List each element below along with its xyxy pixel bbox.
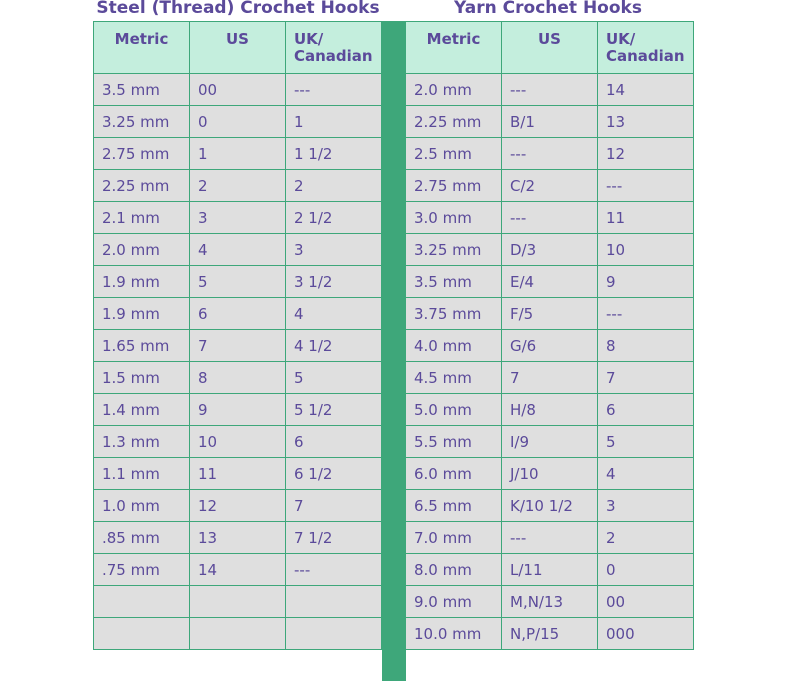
steel-cell-metric: 1.0 mm (94, 490, 190, 522)
yarn-cell-us: B/1 (502, 106, 598, 138)
yarn-cell-metric: 5.5 mm (406, 426, 502, 458)
yarn-cell-us: --- (502, 74, 598, 106)
steel-cell-metric: 1.3 mm (94, 426, 190, 458)
yarn-cell-us: 7 (502, 362, 598, 394)
steel-cell-us (190, 618, 286, 650)
steel-cell-us: 12 (190, 490, 286, 522)
steel-cell-uk: 6 1/2 (286, 458, 382, 490)
yarn-header-metric: Metric (406, 22, 502, 74)
steel-cell-metric: 2.25 mm (94, 170, 190, 202)
steel-cell-metric: 2.0 mm (94, 234, 190, 266)
table-row (94, 170, 382, 202)
table-row (406, 106, 694, 138)
steel-cell-us: 14 (190, 554, 286, 586)
yarn-cell-uk: 10 (598, 234, 694, 266)
yarn-header-row (406, 22, 694, 74)
table-row (406, 426, 694, 458)
steel-cell-metric: 1.4 mm (94, 394, 190, 426)
steel-cell-uk: 6 (286, 426, 382, 458)
table-row (94, 138, 382, 170)
yarn-cell-uk: 8 (598, 330, 694, 362)
yarn-cell-us: G/6 (502, 330, 598, 362)
table-row (94, 618, 382, 650)
yarn-cell-uk: 0 (598, 554, 694, 586)
yarn-cell-metric: 3.25 mm (406, 234, 502, 266)
steel-cell-uk: --- (286, 554, 382, 586)
table-row (94, 202, 382, 234)
yarn-cell-us: --- (502, 138, 598, 170)
steel-cell-us: 10 (190, 426, 286, 458)
yarn-cell-uk: 7 (598, 362, 694, 394)
steel-cell-uk: --- (286, 74, 382, 106)
table-row (406, 554, 694, 586)
table-row (94, 106, 382, 138)
steel-cell-metric: 1.9 mm (94, 266, 190, 298)
table-row (406, 394, 694, 426)
yarn-cell-metric: 5.0 mm (406, 394, 502, 426)
steel-cell-uk: 4 1/2 (286, 330, 382, 362)
table-row (406, 138, 694, 170)
steel-cell-uk (286, 618, 382, 650)
steel-cell-us: 11 (190, 458, 286, 490)
table-row (94, 74, 382, 106)
yarn-cell-metric: 2.25 mm (406, 106, 502, 138)
table-row (94, 426, 382, 458)
steel-hooks-table (93, 21, 382, 650)
yarn-cell-us: --- (502, 522, 598, 554)
steel-cell-us: 3 (190, 202, 286, 234)
yarn-cell-uk: 13 (598, 106, 694, 138)
table-row (94, 394, 382, 426)
steel-cell-uk: 1 1/2 (286, 138, 382, 170)
yarn-cell-uk: 9 (598, 266, 694, 298)
yarn-hooks-title: Yarn Crochet Hooks (454, 0, 642, 18)
yarn-cell-uk: --- (598, 170, 694, 202)
steel-cell-metric: 1.65 mm (94, 330, 190, 362)
yarn-cell-uk: 3 (598, 490, 694, 522)
table-row (406, 458, 694, 490)
steel-cell-uk: 3 (286, 234, 382, 266)
steel-cell-us: 4 (190, 234, 286, 266)
yarn-cell-uk: 00 (598, 586, 694, 618)
yarn-cell-metric: 4.0 mm (406, 330, 502, 362)
steel-cell-uk: 3 1/2 (286, 266, 382, 298)
yarn-cell-metric: 6.0 mm (406, 458, 502, 490)
steel-cell-us: 5 (190, 266, 286, 298)
table-row (94, 522, 382, 554)
steel-cell-metric: 3.5 mm (94, 74, 190, 106)
yarn-header-us: US (502, 22, 598, 74)
table-row (406, 362, 694, 394)
table-row (406, 170, 694, 202)
table-row (406, 586, 694, 618)
steel-cell-metric: 3.25 mm (94, 106, 190, 138)
steel-hooks-title: Steel (Thread) Crochet Hooks (96, 0, 380, 18)
yarn-cell-us: K/10 1/2 (502, 490, 598, 522)
table-row (94, 298, 382, 330)
yarn-cell-us: F/5 (502, 298, 598, 330)
steel-cell-metric: 1.1 mm (94, 458, 190, 490)
steel-cell-us: 9 (190, 394, 286, 426)
steel-header-row (94, 22, 382, 74)
steel-cell-metric: .75 mm (94, 554, 190, 586)
steel-cell-metric: 2.1 mm (94, 202, 190, 234)
yarn-cell-metric: 2.0 mm (406, 74, 502, 106)
table-row (406, 298, 694, 330)
steel-cell-us: 00 (190, 74, 286, 106)
yarn-cell-us: I/9 (502, 426, 598, 458)
yarn-cell-uk: --- (598, 298, 694, 330)
yarn-cell-us: N,P/15 (502, 618, 598, 650)
table-row (94, 458, 382, 490)
table-row (94, 266, 382, 298)
yarn-cell-metric: 3.0 mm (406, 202, 502, 234)
table-row (406, 266, 694, 298)
table-row (94, 554, 382, 586)
steel-cell-uk: 5 1/2 (286, 394, 382, 426)
yarn-cell-metric: 8.0 mm (406, 554, 502, 586)
steel-cell-uk: 2 1/2 (286, 202, 382, 234)
yarn-cell-us: D/3 (502, 234, 598, 266)
yarn-cell-us: J/10 (502, 458, 598, 490)
steel-cell-uk: 1 (286, 106, 382, 138)
yarn-cell-uk: 11 (598, 202, 694, 234)
steel-cell-us: 1 (190, 138, 286, 170)
table-row (406, 74, 694, 106)
yarn-cell-uk: 12 (598, 138, 694, 170)
steel-cell-us (190, 586, 286, 618)
steel-cell-metric: .85 mm (94, 522, 190, 554)
table-row (406, 234, 694, 266)
steel-cell-metric: 2.75 mm (94, 138, 190, 170)
yarn-cell-us: E/4 (502, 266, 598, 298)
yarn-cell-metric: 9.0 mm (406, 586, 502, 618)
table-row (406, 490, 694, 522)
yarn-cell-metric: 10.0 mm (406, 618, 502, 650)
yarn-cell-uk: 000 (598, 618, 694, 650)
yarn-cell-metric: 2.5 mm (406, 138, 502, 170)
yarn-header-uk: UK/ Canadian (598, 22, 694, 74)
table-row (406, 522, 694, 554)
steel-cell-uk (286, 586, 382, 618)
yarn-cell-metric: 6.5 mm (406, 490, 502, 522)
yarn-cell-uk: 6 (598, 394, 694, 426)
table-row (406, 202, 694, 234)
table-row (94, 234, 382, 266)
yarn-hooks-table (405, 21, 694, 650)
steel-header-us: US (190, 22, 286, 74)
steel-cell-metric (94, 586, 190, 618)
steel-cell-uk: 5 (286, 362, 382, 394)
steel-cell-us: 8 (190, 362, 286, 394)
yarn-cell-us: L/11 (502, 554, 598, 586)
yarn-cell-uk: 14 (598, 74, 694, 106)
table-row (94, 362, 382, 394)
yarn-cell-uk: 2 (598, 522, 694, 554)
table-row (94, 586, 382, 618)
steel-header-uk: UK/ Canadian (286, 22, 382, 74)
table-row (406, 330, 694, 362)
steel-cell-uk: 7 1/2 (286, 522, 382, 554)
steel-cell-metric: 1.9 mm (94, 298, 190, 330)
table-divider (382, 21, 406, 681)
yarn-cell-metric: 2.75 mm (406, 170, 502, 202)
steel-header-metric: Metric (94, 22, 190, 74)
yarn-cell-us: H/8 (502, 394, 598, 426)
steel-cell-metric: 1.5 mm (94, 362, 190, 394)
steel-cell-us: 13 (190, 522, 286, 554)
yarn-cell-us: C/2 (502, 170, 598, 202)
steel-cell-uk: 4 (286, 298, 382, 330)
yarn-cell-uk: 4 (598, 458, 694, 490)
steel-cell-uk: 2 (286, 170, 382, 202)
table-row (94, 330, 382, 362)
yarn-cell-uk: 5 (598, 426, 694, 458)
steel-cell-us: 6 (190, 298, 286, 330)
steel-cell-uk: 7 (286, 490, 382, 522)
yarn-cell-us: M,N/13 (502, 586, 598, 618)
table-row (406, 618, 694, 650)
yarn-cell-metric: 3.75 mm (406, 298, 502, 330)
steel-cell-us: 7 (190, 330, 286, 362)
yarn-cell-metric: 4.5 mm (406, 362, 502, 394)
yarn-cell-us: --- (502, 202, 598, 234)
yarn-cell-metric: 7.0 mm (406, 522, 502, 554)
steel-cell-metric (94, 618, 190, 650)
table-row (94, 490, 382, 522)
steel-cell-us: 0 (190, 106, 286, 138)
steel-cell-us: 2 (190, 170, 286, 202)
yarn-cell-metric: 3.5 mm (406, 266, 502, 298)
